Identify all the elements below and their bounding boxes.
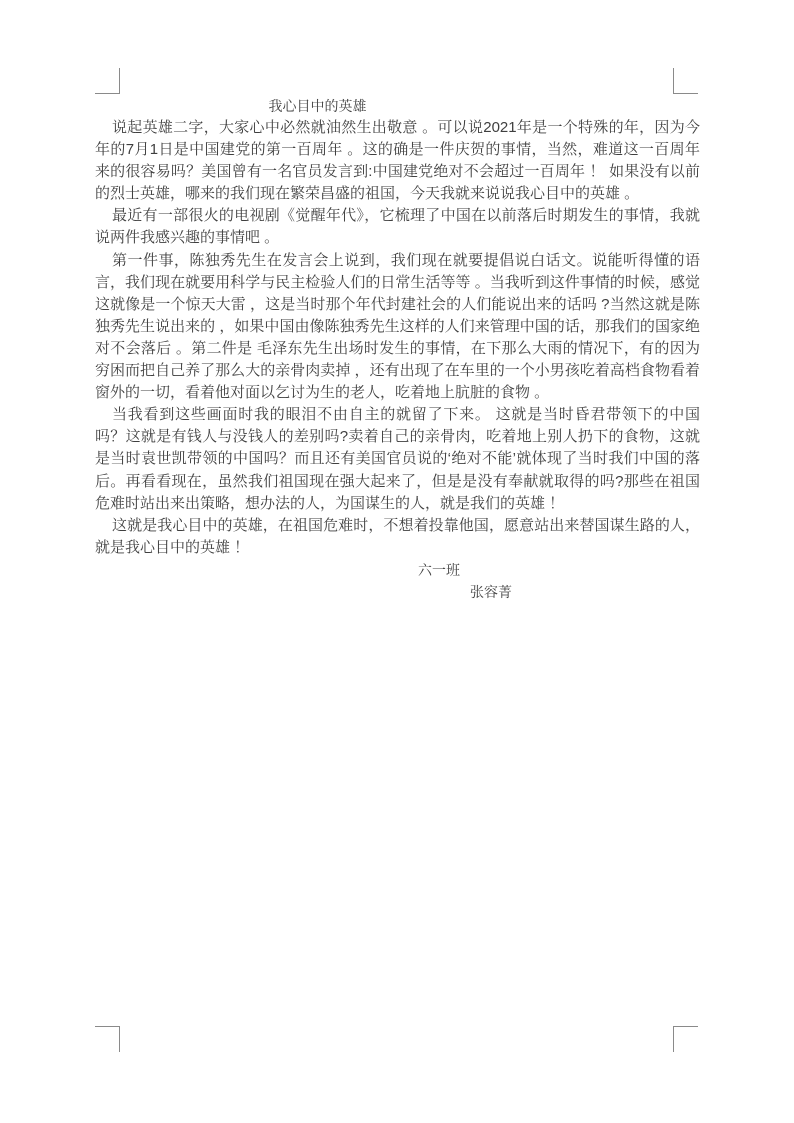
essay-content [95,95,700,603]
essay-body [95,117,700,559]
crop-mark-top-right [673,68,698,94]
essay-paragraph-4: 当我看到这些画面时我的眼泪不由自主的就留了下来。 这就是当时昏君带领下的中国吗？这就是有钱人与没钱人的差别吗?卖着自己的亲骨肉，吃着地上别人扔下的食物，这就是当时袁世凯带领的中国吗？而且还有美国官员说的‘绝对不能’就体现了当时我们中国的落后。再看看现在，虽然我们祖国现在强大起来了，但是是没有奉献就取得的吗?那些在祖国危难时站出来出策略，想办法的人，为国谋生的人，就是我们的英雄 ！ [95,406,700,512]
signature-block [95,559,700,603]
crop-mark-top-left [95,68,120,94]
essay-paragraph-5: 这就是我心目中的英雄，在祖国危难时，不想着投靠他国，愿意站出来替国谋生路的人，就是我心目中的英雄 ！ [95,516,700,556]
essay-paragraph-2: 最近有一部很火的电视剧《觉醒年代》，它梳理了中国在以前落后时期发生的事情，我就说两件我感兴趣的事情吧 。 [95,207,700,247]
essay-paragraph-1: 说起英雄二字，大家心中必然就油然生出敬意 。可以说2021年是一个特殊的年，因为今年的7月1日是中国建党的第一百周年 。这的确是一件庆贺的事情，当然，难道这一百周年来的很容易吗？美国曾有一名官员发言到:中国建党绝对不会超过一百周年 ！ 如果没有以前的烈士英雄，哪来的我们现在繁荣昌盛的祖国，今天我就来说说我心目中的英雄 。 [95,119,700,203]
signature-author: 张容菁 [470,583,512,600]
crop-mark-bottom-left [95,1026,120,1052]
signature-class: 六一班 [418,561,460,578]
crop-mark-bottom-right [673,1026,698,1052]
essay-paragraph-3: 第一件事，陈独秀先生在发言会上说到，我们现在就要提倡说白话文。说能听得懂的语言，我们现在就要用科学与民主检验人们的日常生活等等 。当我听到这件事情的时候，感觉这就像是一个惊天大雷 ，这是当时那个年代封建社会的人们能说出来的话吗 ?当然这就是陈独秀先生说出来的 ，如果中国由像陈独秀先生这样的人们来管理中国的话，那我们的国家绝对不会落后 。第二件是 毛泽东先生出场时发生的事情，在下那么大雨的情况下，有的因为穷困而把自己养了那么大的亲骨肉卖掉 ，还有出现了在车里的一个小男孩吃着高档食物看着窗外的一切，看着他对面以乞讨为生的老人，吃着地上肮脏的食物 。 [95,251,700,402]
essay-title: 我心目中的英雄 [268,98,367,114]
